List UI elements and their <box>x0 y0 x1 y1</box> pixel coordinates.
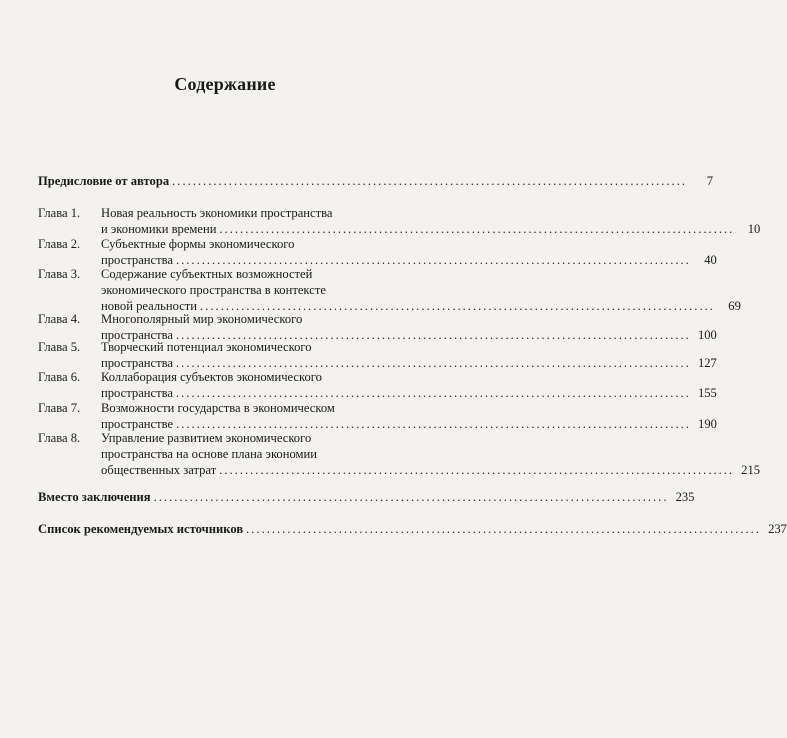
toc-entry-label: Список рекомендуемых источников <box>38 522 244 536</box>
chapter-number: Глава 6. <box>38 370 81 384</box>
toc-page-number: 155 <box>697 386 717 400</box>
chapter-number: Глава 1. <box>38 206 81 220</box>
dot-leader: .................................................................................................... <box>176 417 691 431</box>
dot-leader: .................................................................................................... <box>246 522 761 536</box>
dot-leader: .................................................................................................... <box>175 356 691 370</box>
chapter-number: Глава 7. <box>38 401 81 415</box>
chapter-title-line: пространства на основе плана экономии <box>101 447 317 461</box>
toc-title: Содержание <box>174 74 276 94</box>
toc-entry-label: Предисловие от автора <box>38 174 170 188</box>
chapter-title-line: пространстве <box>101 417 174 431</box>
chapter-title-line: пространства <box>101 356 173 370</box>
toc-page-number: 100 <box>697 328 717 342</box>
chapter-title-line: Содержание субъектных возможностей <box>101 267 313 281</box>
toc-page-number: 69 <box>728 299 741 313</box>
toc-entry-chapter-5 <box>38 339 717 371</box>
chapter-title-line: Новая реальность экономики пространства <box>101 206 333 220</box>
chapter-title-line: Субъектные формы экономического <box>101 237 295 251</box>
chapter-title-line: новой реальности <box>101 299 198 313</box>
toc-entry-chapter-1 <box>38 205 761 237</box>
chapter-title-line: и экономики времени <box>101 222 217 236</box>
dot-leader: .................................................................................................... <box>219 222 735 236</box>
toc-entry-sources <box>38 521 787 537</box>
toc-page-number: 235 <box>675 490 695 504</box>
chapter-number: Глава 2. <box>38 237 81 251</box>
chapter-number: Глава 5. <box>38 340 81 354</box>
chapter-title-line: пространства <box>101 328 173 342</box>
toc-entry-chapter-3 <box>38 266 741 314</box>
toc-entry-preface <box>38 173 713 189</box>
chapter-title-line: Многополярный мир экономического <box>101 312 303 326</box>
dot-leader: .................................................................................................... <box>200 299 715 313</box>
toc-entry-conclusion <box>38 489 695 505</box>
toc-page-number: 10 <box>747 222 761 236</box>
chapter-title-line: общественных затрат <box>101 463 217 477</box>
dot-leader: .................................................................................................... <box>219 463 735 477</box>
chapter-title-line: Возможности государства в экономическом <box>101 401 335 415</box>
dot-leader: .................................................................................................... <box>153 490 669 504</box>
toc-page-number: 7 <box>706 174 713 188</box>
toc-page-number: 215 <box>741 463 761 477</box>
chapter-title-line: Творческий потенциал экономического <box>101 340 312 354</box>
toc-page-number: 237 <box>768 522 787 536</box>
chapter-title-line: экономического пространства в контексте <box>101 283 326 297</box>
chapter-number: Глава 4. <box>38 312 81 326</box>
chapter-number: Глава 8. <box>38 431 81 445</box>
chapter-title-line: пространства <box>101 253 173 267</box>
dot-leader: .................................................................................................... <box>175 253 691 267</box>
toc-entry-label: Вместо заключения <box>38 490 151 504</box>
chapter-number: Глава 3. <box>38 267 81 281</box>
dot-leader: .................................................................................................... <box>175 328 691 342</box>
toc-page-number: 40 <box>704 253 717 267</box>
chapter-title-line: пространства <box>101 386 173 400</box>
toc-page-number: 190 <box>698 417 717 431</box>
toc-entry-chapter-7 <box>38 400 717 432</box>
toc-entry-chapter-6 <box>38 369 717 401</box>
toc-entry-chapter-2 <box>38 236 717 268</box>
chapter-title-line: Управление развитием экономического <box>101 431 312 445</box>
dot-leader: .................................................................................................... <box>172 174 687 188</box>
dot-leader: .................................................................................................... <box>175 386 691 400</box>
toc-entry-chapter-8 <box>38 430 761 478</box>
chapter-title-line: Коллаборация субъектов экономического <box>101 370 322 384</box>
toc-page-number: 127 <box>697 356 717 370</box>
